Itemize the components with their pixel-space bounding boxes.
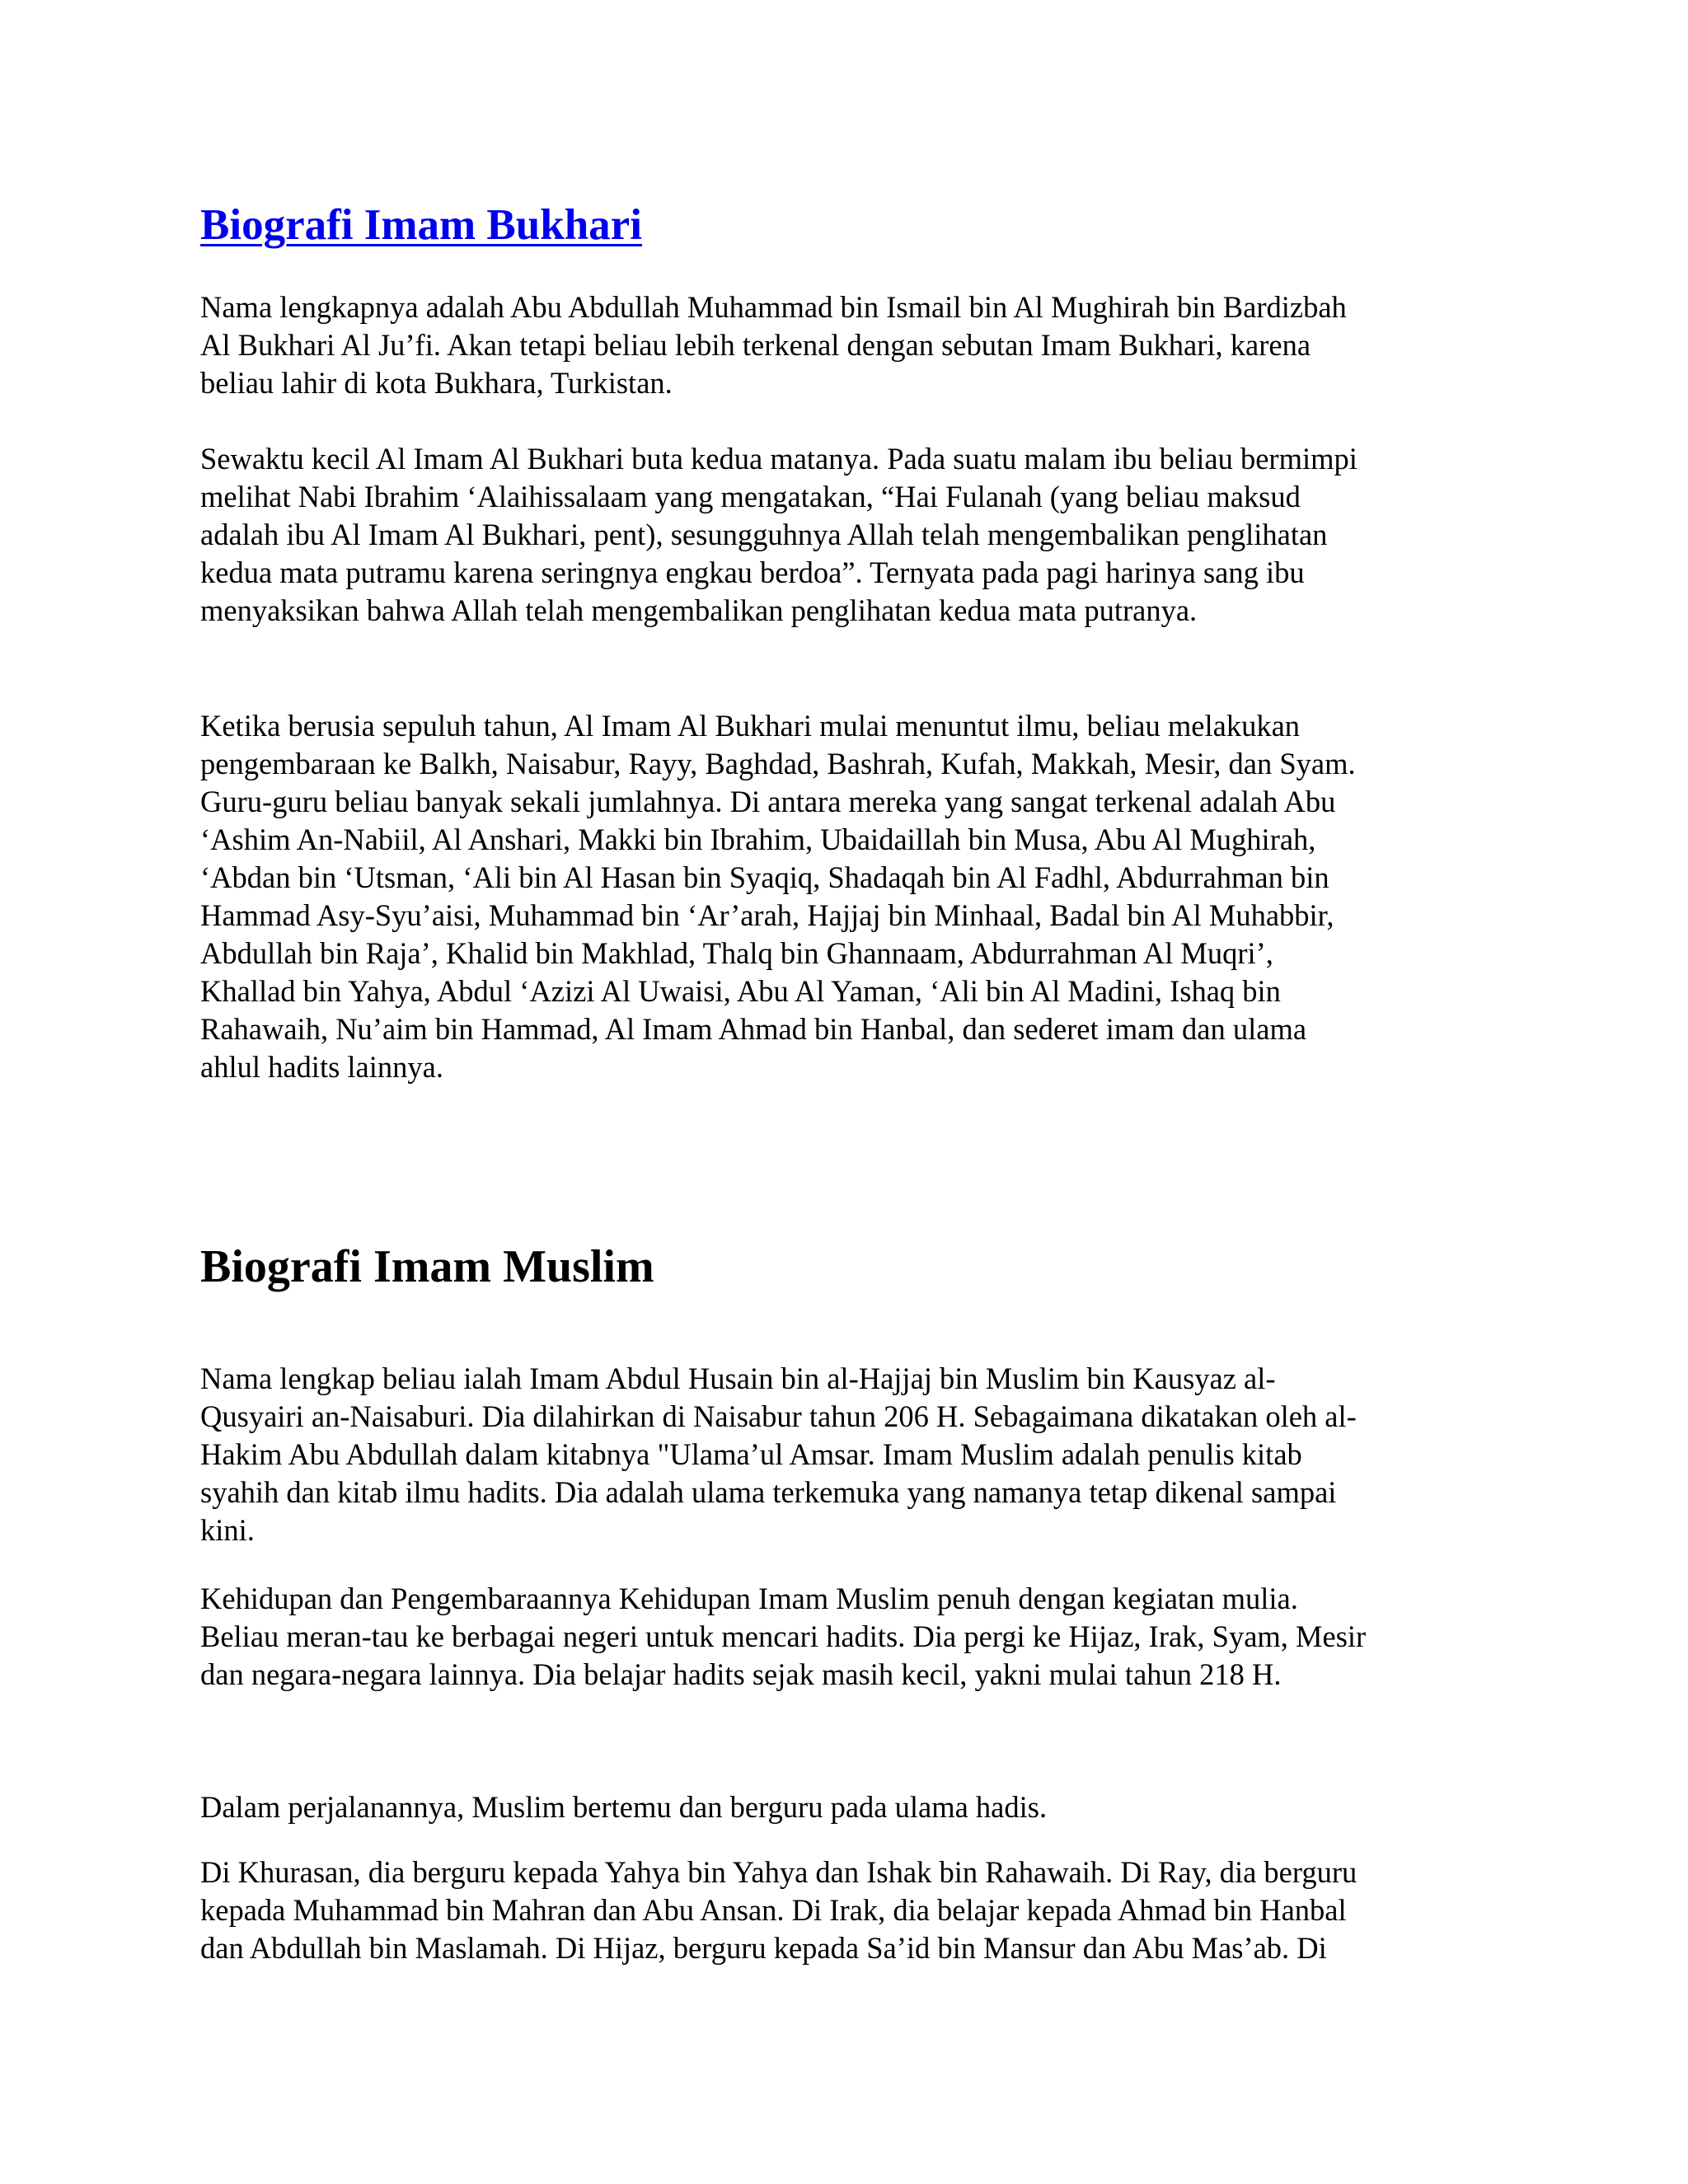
text-line: dan Abdullah bin Maslamah. Di Hijaz, berguru kepada Sa’id bin Mansur dan Abu Mas’ab. Di — [200, 1931, 1327, 1965]
paragraph-bukhari-name — [200, 288, 1503, 402]
text-line: melihat Nabi Ibrahim ‘Alaihissalaam yang mengatakan, “Hai Fulanah (yang beliau maksud — [200, 480, 1301, 513]
text-line: Dalam perjalanannya, Muslim bertemu dan berguru pada ulama hadis. — [200, 1790, 1048, 1824]
text-line: Kehidupan dan Pengembaraannya Kehidupan Imam Muslim penuh dengan kegiatan mulia. — [200, 1582, 1298, 1615]
text-line: Al Bukhari Al Ju’fi. Akan tetapi beliau lebih terkenal dengan sebutan Imam Bukhari, karena — [200, 328, 1311, 362]
text-line: Rahawaih, Nu’aim bin Hammad, Al Imam Ahmad bin Hanbal, dan sederet imam dan ulama — [200, 1012, 1307, 1046]
text-line: Di Khurasan, dia berguru kepada Yahya bin Yahya dan Ishak bin Rahawaih. Di Ray, dia berguru — [200, 1855, 1357, 1889]
text-line: beliau lahir di kota Bukhara, Turkistan. — [200, 366, 673, 400]
text-line: Nama lengkap beliau ialah Imam Abdul Husain bin al-Hajjaj bin Muslim bin Kausyaz al- — [200, 1361, 1276, 1395]
section-title-link-bukhari[interactable]: Biografi Imam Bukhari — [200, 201, 642, 249]
text-line: kedua mata putramu karena seringnya engkau berdoa”. Ternyata pada pagi harinya sang ibu — [200, 555, 1305, 589]
paragraph-bukhari-childhood — [200, 440, 1503, 630]
text-line: adalah ibu Al Imam Al Bukhari, pent), sesungguhnya Allah telah mengembalikan penglihatan — [200, 518, 1328, 551]
text-line: pengembaraan ke Balkh, Naisabur, Rayy, Baghdad, Bashrah, Kufah, Makkah, Mesir, dan Syam. — [200, 747, 1356, 780]
text-line: Qusyairi an-Naisaburi. Dia dilahirkan di Naisabur tahun 206 H. Sebagaimana dikatakan oleh al- — [200, 1399, 1357, 1433]
text-line: Sewaktu kecil Al Imam Al Bukhari buta kedua matanya. Pada suatu malam ibu beliau bermimpi — [200, 442, 1357, 476]
text-line: Hakim Abu Abdullah dalam kitabnya "Ulama’ul Amsar. Imam Muslim adalah penulis kitab — [200, 1437, 1302, 1471]
text-line: menyaksikan bahwa Allah telah mengembalikan penglihatan kedua mata putranya. — [200, 593, 1198, 627]
section-title-muslim: Biografi Imam Muslim — [200, 1241, 654, 1292]
text-line: syahih dan kitab ilmu hadits. Dia adalah ulama terkemuka yang namanya tetap dikenal sampai — [200, 1475, 1337, 1509]
text-line: Guru-guru beliau banyak sekali jumlahnya. Di antara mereka yang sangat terkenal adalah Abu — [200, 785, 1336, 818]
paragraph-muslim-travels — [200, 1580, 1503, 1694]
text-line: Ketika berusia sepuluh tahun, Al Imam Al Bukhari mulai menuntut ilmu, beliau melakukan — [200, 709, 1301, 743]
paragraph-muslim-teachers — [200, 1854, 1503, 1967]
text-line: ‘Abdan bin ‘Utsman, ‘Ali bin Al Hasan bin Syaqiq, Shadaqah bin Al Fadhl, Abdurrahman bin — [200, 860, 1329, 894]
paragraph-muslim-name — [200, 1360, 1503, 1549]
text-line: Beliau meran-tau ke berbagai negeri untuk mencari hadits. Dia pergi ke Hijaz, Irak, Syam, Mesir — [200, 1619, 1367, 1653]
paragraph-muslim-journey — [200, 1788, 1503, 1826]
text-line: ahlul hadits lainnya. — [200, 1050, 443, 1084]
text-line: kepada Muhammad bin Mahran dan Abu Ansan. Di Irak, dia belajar kepada Ahmad bin Hanbal — [200, 1893, 1347, 1927]
text-line: Hammad Asy-Syu’aisi, Muhammad bin ‘Ar’arah, Hajjaj bin Minhaal, Badal bin Al Muhabbir, — [200, 898, 1334, 932]
text-line: dan negara-negara lainnya. Dia belajar hadits sejak masih kecil, yakni mulai tahun 218 H. — [200, 1657, 1282, 1691]
text-line: Khallad bin Yahya, Abdul ‘Azizi Al Uwaisi, Abu Al Yaman, ‘Ali bin Al Madini, Ishaq bin — [200, 974, 1281, 1008]
text-line: Abdullah bin Raja’, Khalid bin Makhlad, Thalq bin Ghannaam, Abdurrahman Al Muqri’, — [200, 936, 1273, 970]
text-line: ‘Ashim An-Nabiil, Al Anshari, Makki bin Ibrahim, Ubaidaillah bin Musa, Abu Al Mughirah, — [200, 823, 1316, 856]
text-line: kini. — [200, 1513, 255, 1547]
text-line: Nama lengkapnya adalah Abu Abdullah Muhammad bin Ismail bin Al Mughirah bin Bardizbah — [200, 290, 1347, 324]
paragraph-bukhari-teachers — [200, 707, 1503, 1086]
